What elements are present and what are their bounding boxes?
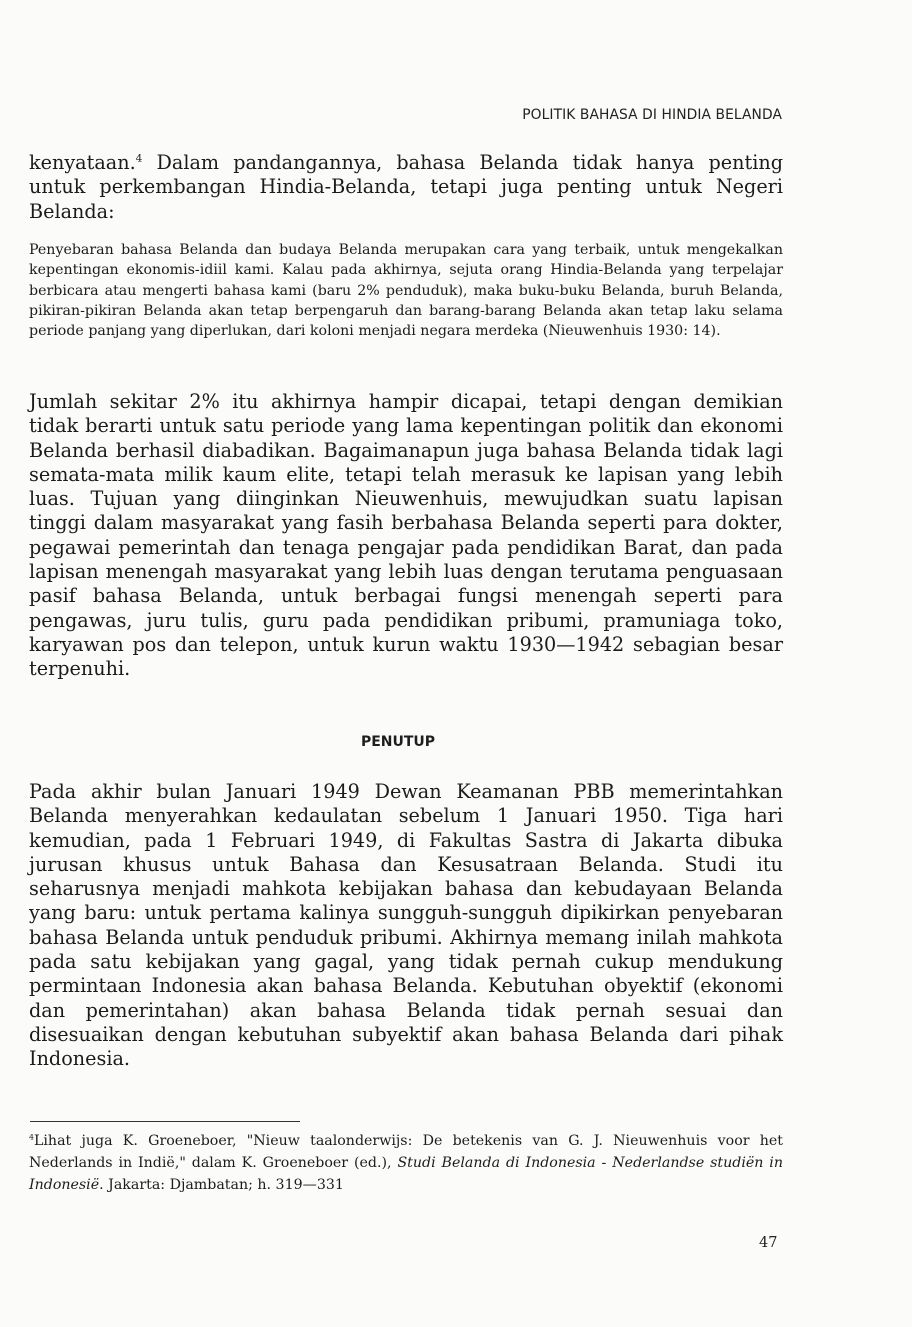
- footnote-reference[interactable]: 4: [135, 152, 143, 165]
- footnote-divider: [30, 1121, 300, 1122]
- paragraph-intro-rest: Dalam pandangannya, bahasa Belanda tidak hanya penting untuk perkembangan Hindia-Belanda, tetapi juga penting untuk Negeri Belanda:: [29, 151, 783, 223]
- section-heading: PENUTUP: [360, 734, 436, 750]
- running-header: POLITIK BAHASA DI HINDIA BELANDA: [522, 107, 782, 123]
- paragraph-body: Jumlah sekitar 2% itu akhirnya hampir dicapai, tetapi dengan demikian tidak berarti untuk satu periode yang lama kepentingan politik dan ekonomi Belanda berhasil diabadikan. Bagaimanapun juga bahasa Belanda tidak lagi semata-mata milik kaum elite, tetapi telah merasuk ke lapisan yang lebih luas. Tujuan yang diinginkan Nieuwenhuis, mewujudkan suatu lapisan tinggi dalam masyarakat yang fasih berbahasa Belanda seperti para dokter, pegawai pemerintah dan tenaga pengajar pada pendidikan Barat, dan pada lapisan menengah masyarakat yang lebih luas dengan terutama penguasaan pasif bahasa Belanda, untuk berbagai fungsi menengah seperti para pengawas, juru tulis, guru pada pendidikan pribumi, pramuniaga toko, karyawan pos dan telepon, untuk kurun waktu 1930—1942 sebagian besar terpenuhi.: [29, 390, 783, 681]
- paragraph-intro: [29, 151, 783, 224]
- footnote-publisher: . Jakarta: Djambatan; h. 319—331: [99, 1177, 344, 1193]
- footnote: [29, 1130, 783, 1196]
- paragraph-closing: Pada akhir bulan Januari 1949 Dewan Keamanan PBB memerintahkan Belanda menyerahkan kedaulatan sebelum 1 Januari 1950. Tiga hari kemudian, pada 1 Februari 1949, di Fakultas Sastra di Jakarta dibuka jurusan khusus untuk Bahasa dan Kesusatraan Belanda. Studi itu seharusnya menjadi mahkota kebijakan bahasa dan kebudayaan Belanda yang baru: untuk pertama kalinya sungguh-sungguh dipikirkan penyebaran bahasa Belanda untuk penduduk pribumi. Akhirnya memang inilah mahkota pada satu kebijakan yang gagal, yang tidak pernah cukup mendukung permintaan Indonesia akan bahasa Belanda. Kebutuhan obyektif (ekonomi dan pemerintahan) akan bahasa Belanda tidak pernah sesuai dan disesuaikan dengan kebutuhan subyektif akan bahasa Belanda dari pihak Indonesia.: [29, 780, 783, 1071]
- paragraph-intro-lead: kenyataan.: [29, 151, 136, 174]
- page-number: 47: [759, 1235, 778, 1251]
- footnote-marker: 4: [29, 1132, 34, 1142]
- block-quote: Penyebaran bahasa Belanda dan budaya Belanda merupakan cara yang terbaik, untuk mengekalkan kepentingan ekonomis-idiil kami. Kalau pada akhirnya, sejuta orang Hindia-Belanda yang terpelajar berbicara atau mengerti bahasa kami (baru 2% penduduk), maka buku-buku Belanda, buruh Belanda, pikiran-pikiran Belanda akan tetap berpengaruh dan barang-barang Belanda akan tetap laku selama periode panjang yang diperlukan, dari koloni menjadi negara merdeka (Nieuwenhuis 1930: 14).: [29, 242, 783, 340]
- footnote-text: Lihat juga K. Groeneboer, "Nieuw taalonderwijs: De betekenis van G. J. Nieuwenhuis voor het Nederlands in Indië," dalam K. Groeneboer (ed.),: [29, 1133, 783, 1171]
- footnote-book-title: Studi Belanda di Indonesia - Nederlandse studiën in Indonesië: [29, 1155, 783, 1193]
